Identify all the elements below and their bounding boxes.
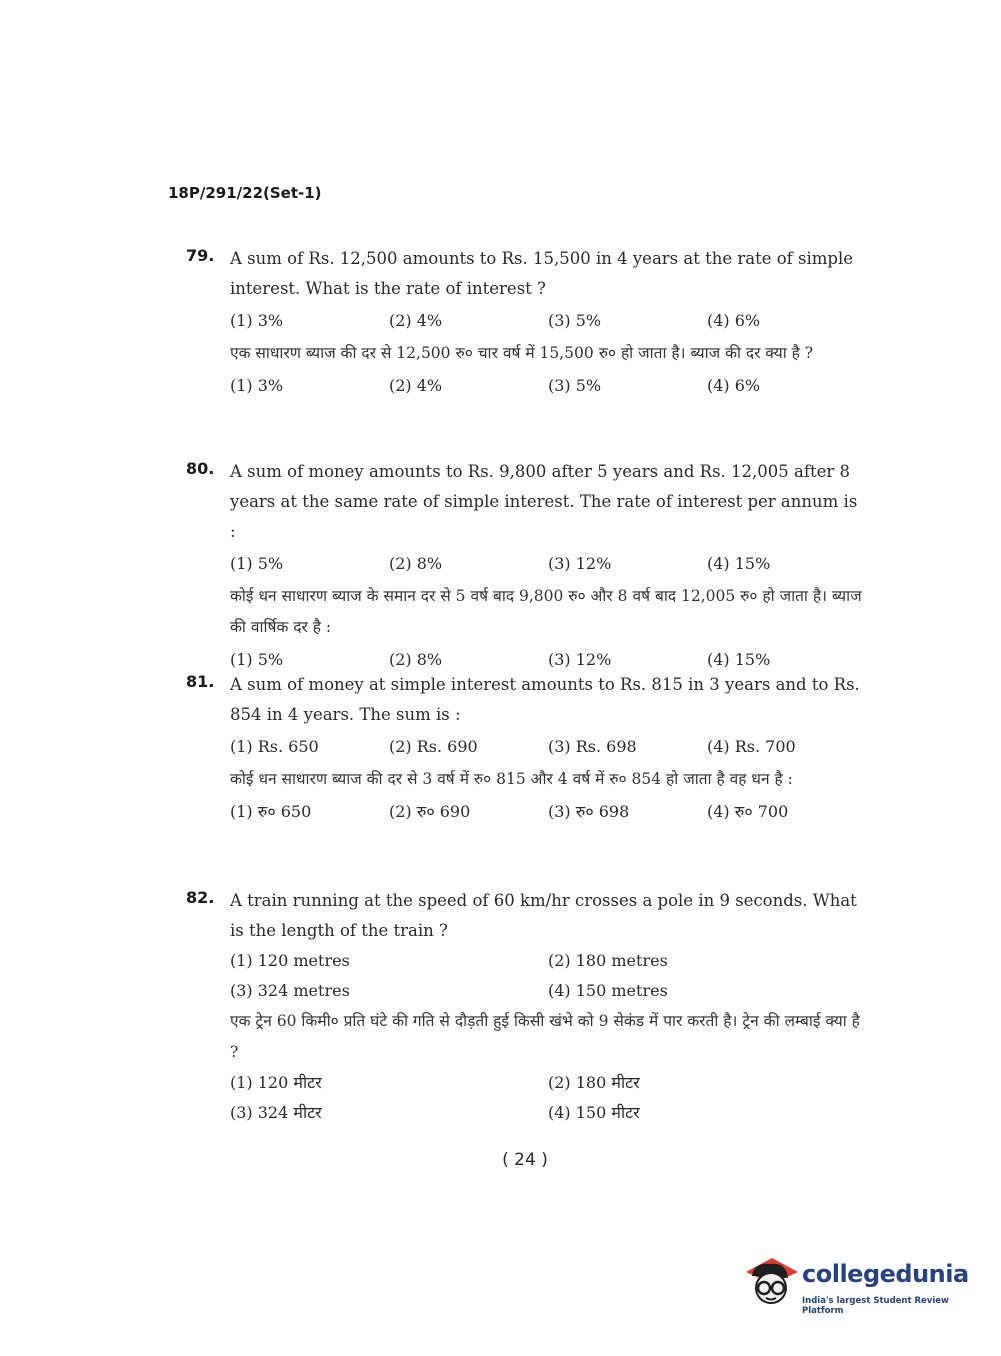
question-81 — [186, 670, 866, 829]
options-english — [230, 730, 866, 764]
brand-tagline: India's largest Student Review Platform — [802, 1296, 949, 1316]
question-82 — [186, 886, 866, 1128]
options-english — [230, 304, 866, 338]
options-english — [230, 946, 866, 1006]
option-3: (3) 5% — [548, 376, 602, 395]
collegedunia-watermark — [742, 1250, 974, 1320]
option-3: (3) रु० 698 — [548, 802, 630, 821]
option-3: (3) 12% — [548, 650, 612, 669]
option-4: (4) 6% — [707, 311, 761, 330]
brand-name: collegedunia — [802, 1260, 969, 1288]
question-number: 80. — [186, 459, 215, 478]
option-1: (1) Rs. 650 — [230, 737, 319, 756]
question-80 — [186, 457, 866, 677]
option-1: (1) 120 मीटर — [230, 1073, 322, 1092]
options-hindi — [230, 369, 866, 403]
option-4: (4) रु० 700 — [707, 802, 789, 821]
question-text: A sum of money at simple interest amounts to Rs. 815 in 3 years and to Rs. 854 in 4 years. The sum is : — [230, 675, 860, 724]
options-english — [230, 547, 866, 581]
options-hindi — [230, 795, 866, 829]
option-2: (2) 4% — [389, 376, 443, 395]
option-1: (1) 5% — [230, 554, 284, 573]
option-2: (2) 8% — [389, 650, 443, 669]
question-number: 79. — [186, 246, 215, 265]
question-79 — [186, 244, 866, 403]
page-number: ( 24 ) — [502, 1150, 548, 1170]
option-3: (3) 324 मीटर — [230, 1103, 322, 1122]
option-2: (2) रु० 690 — [389, 802, 471, 821]
question-text: A sum of money amounts to Rs. 9,800 after 5 years and Rs. 12,005 after 8 years at the same rate of simple interest. The rate of interest per annum is : — [230, 462, 858, 541]
option-4: (4) 15% — [707, 650, 771, 669]
option-2: (2) 180 मीटर — [548, 1073, 640, 1092]
options-hindi — [230, 1068, 866, 1128]
option-2: (2) 8% — [389, 554, 443, 573]
question-text-hindi: एक साधारण ब्याज की दर से 12,500 रु० चार वर्ष में 15,500 रु० हो जाता है। ब्याज की दर क्या है ? — [230, 344, 814, 362]
option-3: (3) 5% — [548, 311, 602, 330]
option-3: (3) Rs. 698 — [548, 737, 637, 756]
option-4: (4) 6% — [707, 376, 761, 395]
option-1: (1) 3% — [230, 311, 284, 330]
question-text: A sum of Rs. 12,500 amounts to Rs. 15,500 in 4 years at the rate of simple interest. What is the rate of interest ? — [230, 249, 854, 298]
question-number: 81. — [186, 672, 215, 691]
question-number: 82. — [186, 888, 215, 907]
option-4: (4) 150 मीटर — [548, 1103, 640, 1122]
option-4: (4) 15% — [707, 554, 771, 573]
question-text-hindi: कोई धन साधारण ब्याज के समान दर से 5 वर्ष बाद 9,800 रु० और 8 वर्ष बाद 12,005 रु० हो जाता है। ब्याज की वार्षिक दर है : — [230, 587, 862, 636]
mascot-logo-icon — [742, 1250, 800, 1312]
option-3: (3) 324 metres — [230, 981, 350, 1000]
option-4: (4) 150 metres — [548, 981, 668, 1000]
option-2: (2) Rs. 690 — [389, 737, 478, 756]
option-3: (3) 12% — [548, 554, 612, 573]
question-text: A train running at the speed of 60 km/hr crosses a pole in 9 seconds. What is the length of the train ? — [230, 891, 857, 940]
paper-code: 18P/291/22(Set-1) — [168, 184, 322, 202]
option-1: (1) रु० 650 — [230, 802, 312, 821]
option-4: (4) Rs. 700 — [707, 737, 796, 756]
option-1: (1) 120 metres — [230, 951, 350, 970]
question-text-hindi: एक ट्रेन 60 किमी० प्रति घंटे की गति से दौड़ती हुई किसी खंभे को 9 सेकंड में पार करती है। ट्रेन की लम्बाई क्या है ? — [230, 1012, 860, 1061]
option-2: (2) 180 metres — [548, 951, 668, 970]
question-text-hindi: कोई धन साधारण ब्याज की दर से 3 वर्ष में रु० 815 और 4 वर्ष में रु० 854 हो जाता है वह धन है : — [230, 770, 793, 788]
option-2: (2) 4% — [389, 311, 443, 330]
option-1: (1) 3% — [230, 376, 284, 395]
option-1: (1) 5% — [230, 650, 284, 669]
